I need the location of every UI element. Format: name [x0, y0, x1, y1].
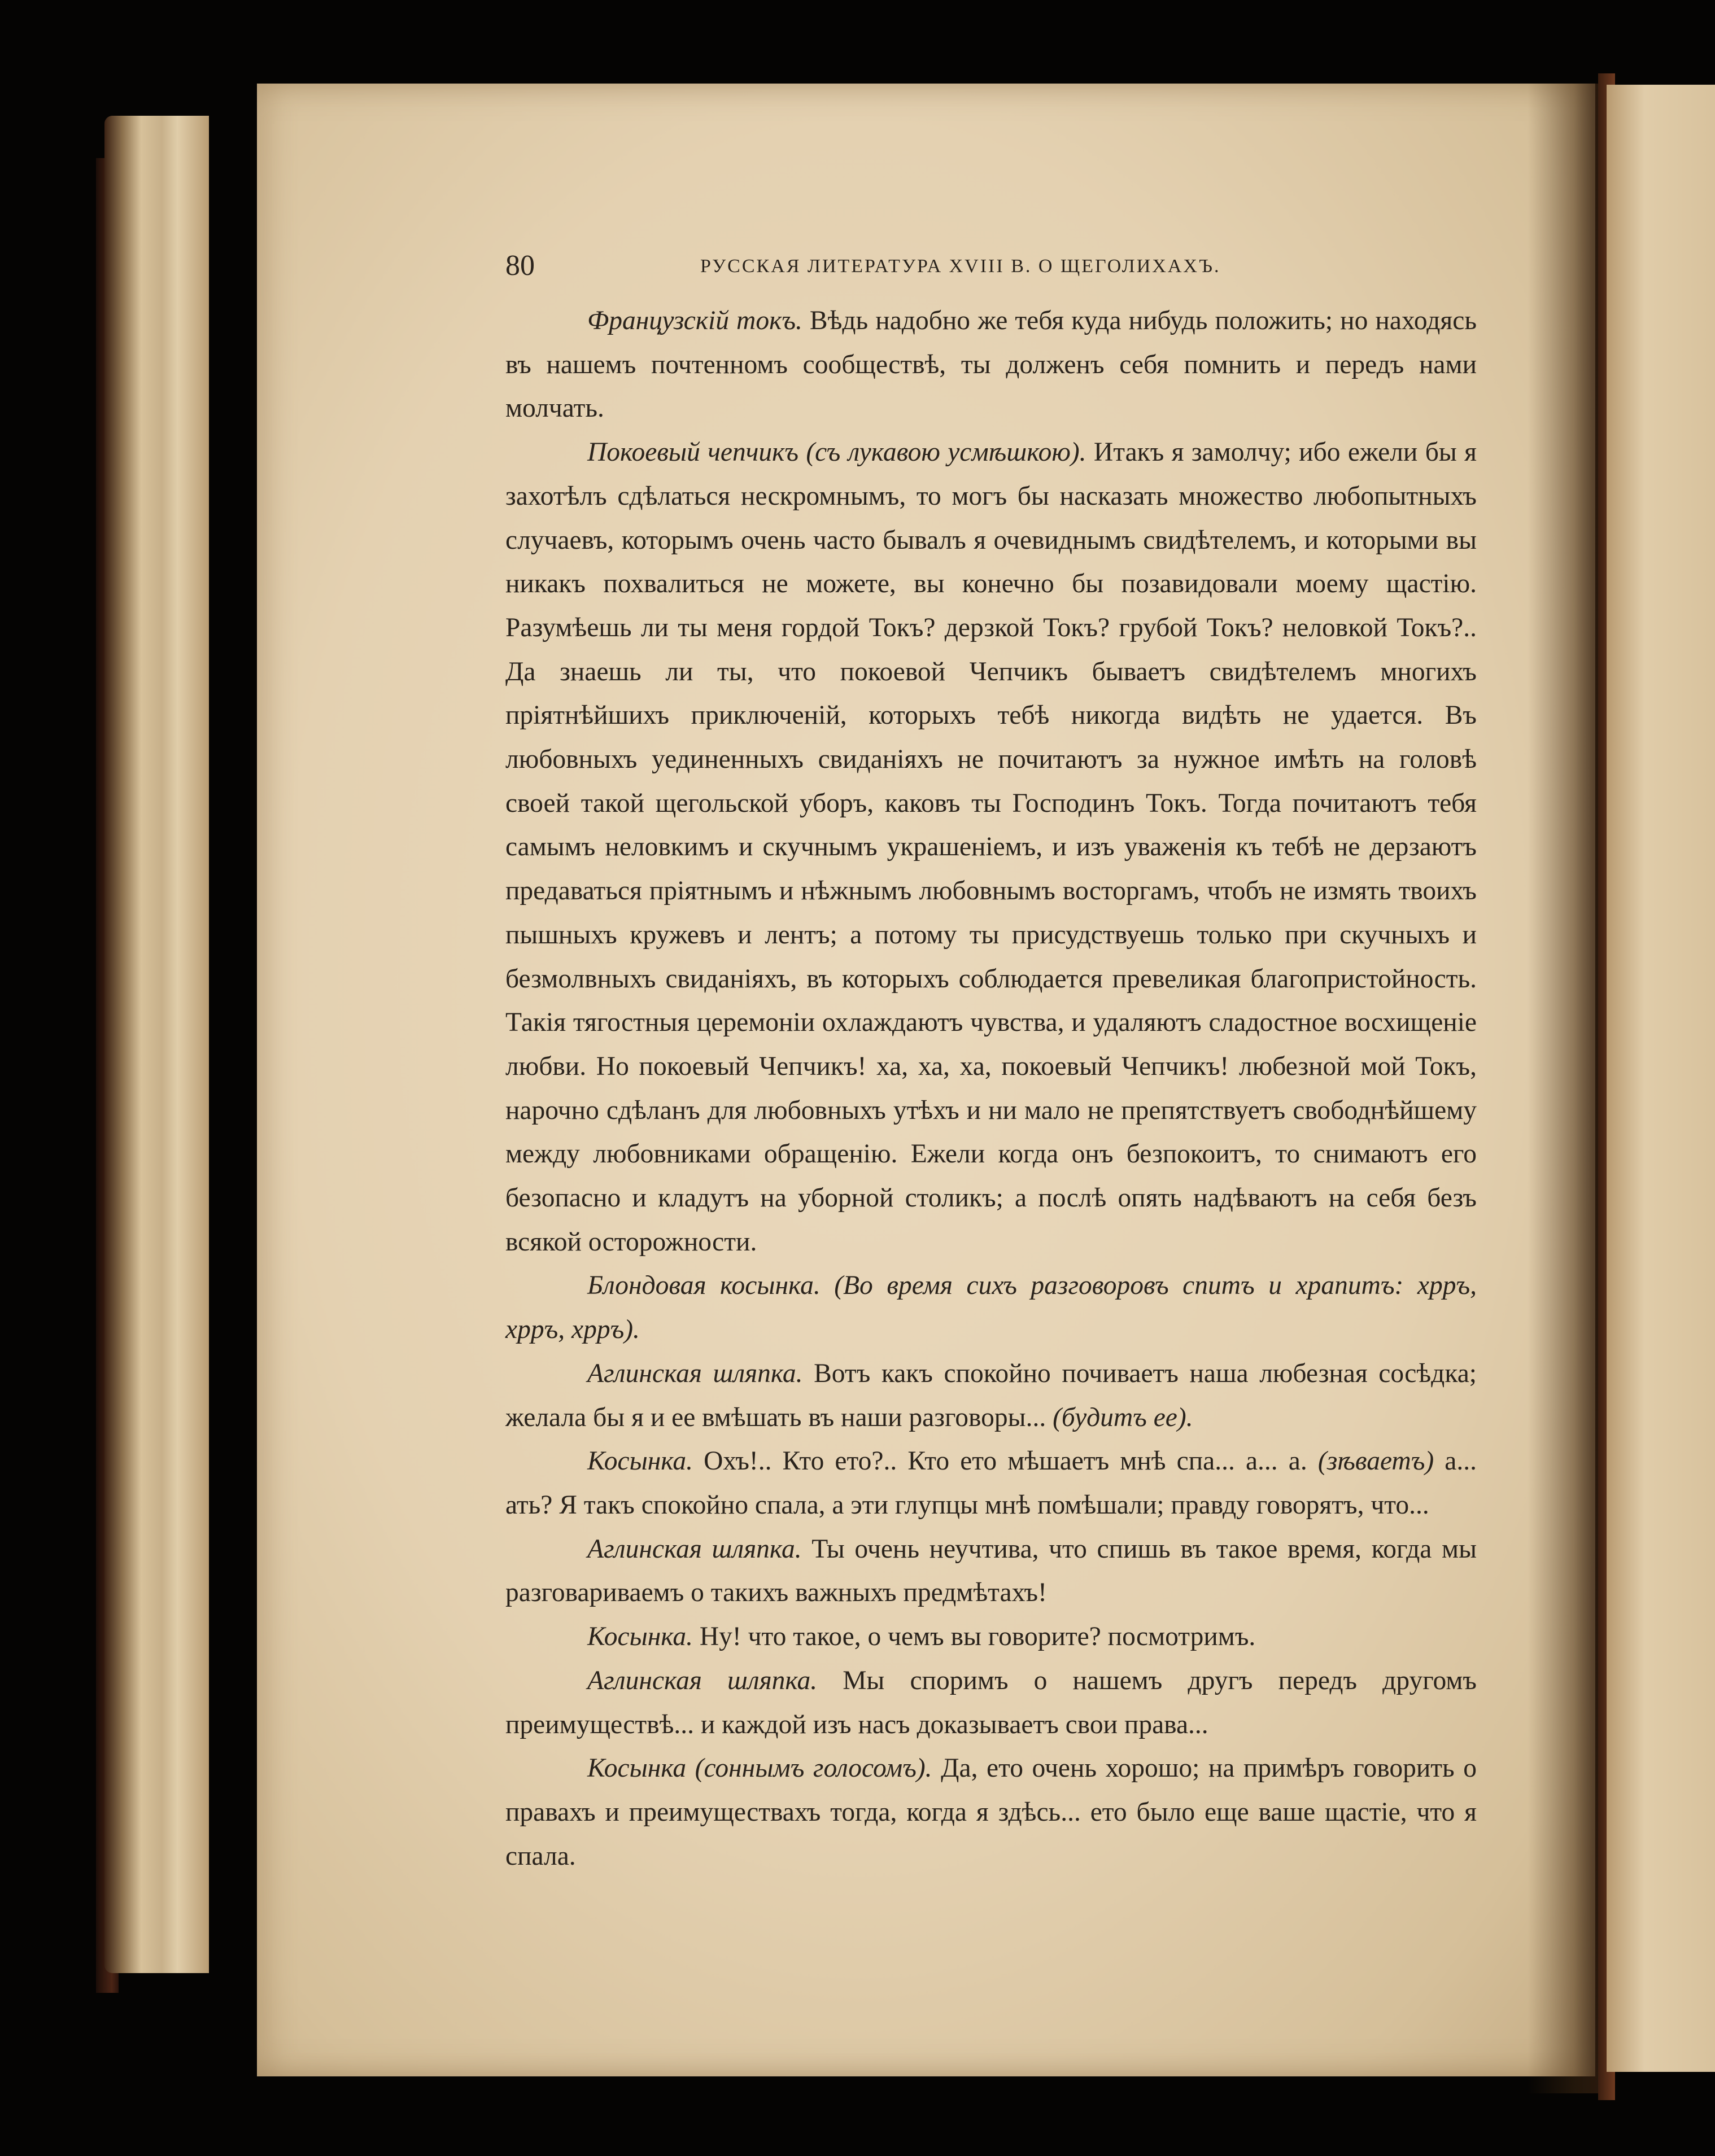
speaker-name: Косынка. — [587, 1446, 693, 1476]
page-number: 80 — [505, 250, 535, 282]
speaker-name: Блондовая косынка. — [587, 1271, 821, 1301]
paragraph — [505, 1440, 1477, 1527]
speech-text: Ты очень неучтива, что спишь въ такое время, когда мы разговариваемъ о такихъ важныхъ предмѣтахъ! — [505, 1534, 1477, 1608]
paragraph — [505, 1659, 1477, 1747]
speaker-name: Аглинская шляпка. — [587, 1665, 818, 1695]
book-page-edges — [104, 116, 209, 1973]
paragraph — [505, 431, 1477, 1264]
speaker-name: Покоевый чепчикъ — [587, 438, 798, 467]
page-text — [505, 299, 1477, 1878]
paragraph — [505, 299, 1477, 431]
running-title: РУССКАЯ ЛИТЕРАТУРА XVIII В. О ЩЕГОЛИХАХЪ. — [700, 256, 1221, 277]
speaker-name: Косынка. — [587, 1622, 693, 1652]
paragraph — [505, 1747, 1477, 1878]
paragraph — [505, 1615, 1477, 1659]
facing-page — [1607, 85, 1715, 2072]
speaker-name: Французскій токъ. — [587, 306, 802, 335]
stage-direction: (будитъ ее). — [1046, 1402, 1193, 1432]
page-header — [505, 246, 1477, 286]
speech-text: Ну! что такое, о чемъ вы говорите? посмотримъ. — [692, 1622, 1256, 1652]
speaker-name: Аглинская шляпка. — [587, 1358, 803, 1388]
speech-text: Итакъ я замолчу; ибо ежели бы я захотѣлъ сдѣлаться нескромнымъ, то могъ бы насказать множество любопытныхъ случаевъ, которымъ очень часто бывалъ я очевиднымъ свидѣтелемъ, и которыми вы никакъ похвалиться не можете, вы конечно бы позавидовали моему щастію. Разумѣешь ли ты меня гордой Токъ? дерзкой Токъ? грубой Токъ? неловкой Токъ?.. Да знаешь ли ты, что покоевой Чепчикъ бываетъ свидѣтелемъ многихъ пріятнѣйшихъ приключеній, которыхъ тебѣ никогда видѣть не удается. Въ любовныхъ уединенныхъ свиданіяхъ не почитаютъ за нужное имѣть на головѣ своей такой щегольской уборъ, каковъ ты Господинъ Токъ. Тогда почитаютъ тебя самымъ неловкимъ и скучнымъ украшеніемъ, и изъ уваженія къ тебѣ не дерзаютъ предаваться пріятнымъ и нѣжнымъ любовнымъ восторгамъ, чтобъ не измять твоихъ пышныхъ кружевъ и лентъ; а потому ты присудствуешь только при скучныхъ и безмолвныхъ свиданіяхъ, въ которыхъ соблюдается превеликая благопристойность. Такія тягостныя церемоніи охлаждаютъ чувства, и удаляютъ сладостное восхищеніе любви. Но покоевый Чепчикъ! ха, ха, ха, покоевый Чепчикъ! любезной мой Токъ, нарочно сдѣланъ для любовныхъ утѣхъ и ни мало не препятствуетъ свободнѣйшему между любовниками обращенію. Ежели когда онъ безпокоитъ, то снимаютъ его безопасно и кладутъ на уборной столикъ; а послѣ опять надѣваютъ на себя безъ всякой осторожности. — [505, 438, 1477, 1257]
paragraph — [505, 1264, 1477, 1352]
speech-text: Охъ!.. Кто ето?.. Кто ето мѣшаетъ мнѣ спа... а... а. — [692, 1446, 1307, 1476]
stage-direction: (съ лукавою усмѣшкою). — [798, 438, 1086, 467]
stage-direction: (Во время сихъ разговоровъ спитъ и храпитъ: хрръ, хрръ, хрръ). — [505, 1271, 1477, 1345]
speaker-name: Косынка — [587, 1753, 687, 1783]
paragraph — [505, 1528, 1477, 1615]
speech-text: Мы споримъ о нашемъ другъ передъ другомъ преимуществѣ... и каждой изъ насъ доказываетъ свои права... — [505, 1665, 1477, 1739]
speech-text: Вотъ какъ спокойно почиваетъ наша любезная сосѣдка; желала бы я и ее вмѣшать въ наши разговоры... — [505, 1358, 1477, 1432]
stage-direction: (зѣваетъ) — [1307, 1446, 1434, 1476]
speech-text: Вѣдь надобно же тебя куда нибудь положить; но находясь въ нашемъ почтенномъ сообществѣ, ты долженъ себя помнить и передъ нами молчать. — [505, 306, 1477, 423]
paragraph — [505, 1352, 1477, 1440]
stage-direction: (соннымъ голосомъ). — [686, 1753, 932, 1783]
speech-text: а... ать? Я такъ спокойно спала, а эти глупцы мнѣ помѣшали; правду говорятъ, что... — [505, 1446, 1477, 1520]
speaker-name: Аглинская шляпка. — [587, 1534, 802, 1564]
speech-text: Да, ето очень хорошо; на примѣръ говорить о правахъ и преимуществахъ тогда, когда я здѣсь... ето было еще ваше щастіе, что я спала. — [505, 1753, 1477, 1871]
